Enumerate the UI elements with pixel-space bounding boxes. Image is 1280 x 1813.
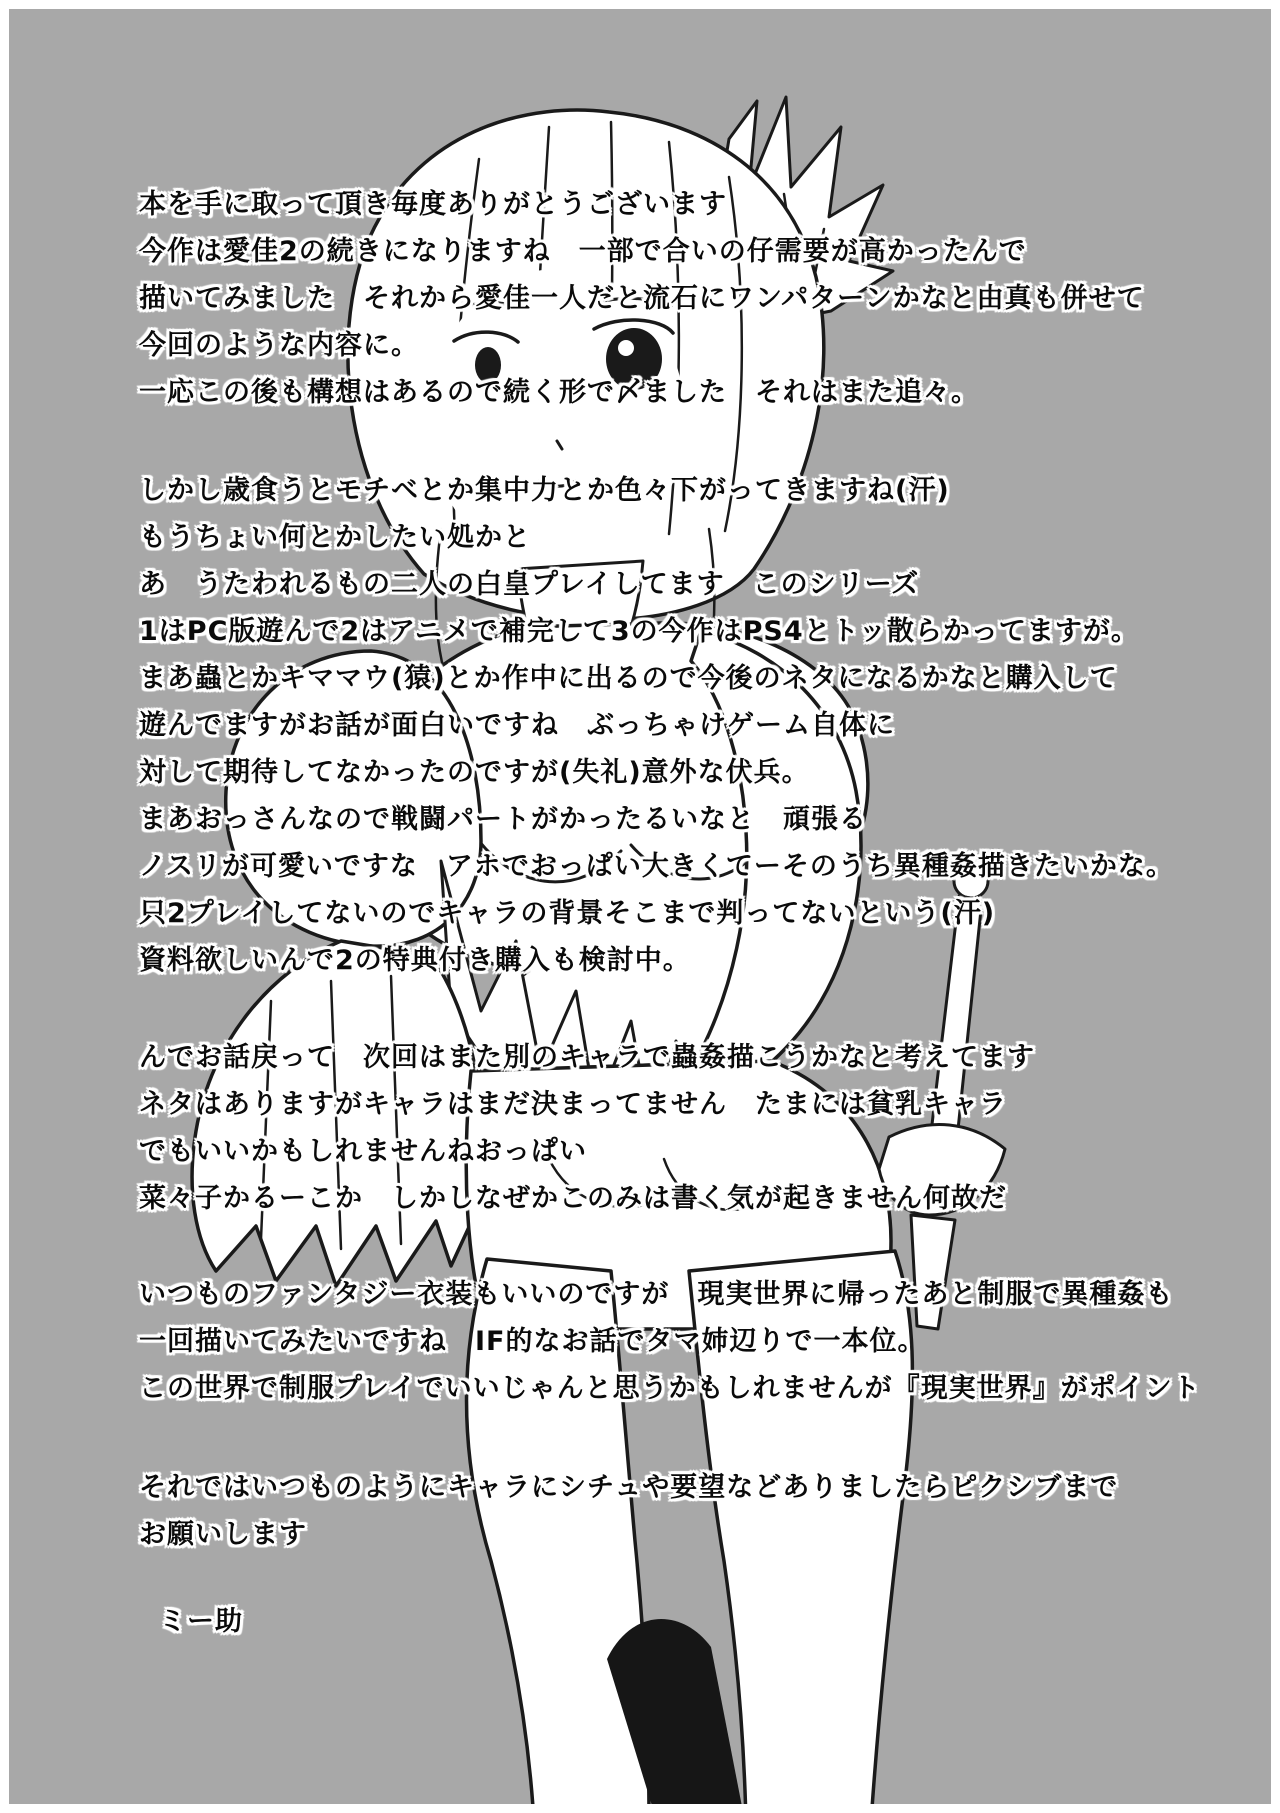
text-line: お願いします xyxy=(139,1519,307,1550)
text-line: 菜々子かるーこか しかしなぜかこのみは書く気が起きません何故だ xyxy=(139,1183,1007,1214)
text-line: それではいつものようにキャラにシチュや要望などありましたらピクシブまで xyxy=(139,1472,1119,1503)
afterword-paragraph-3 xyxy=(139,1034,1035,1222)
text-line: まあおっさんなので戦闘パートがかったるいなと 頑張る xyxy=(139,804,867,835)
text-line: 一応この後も構想はあるので続く形で〆ました それはまた追々。 xyxy=(139,377,979,408)
text-line: でもいいかもしれませんねおっぱい xyxy=(139,1136,587,1167)
text-line: あ うたわれるもの二人の白皇プレイしてます このシリーズ xyxy=(139,569,920,600)
text-line: 遊んでますがお話が面白いですね ぶっちゃけゲーム自体に xyxy=(139,710,895,741)
afterword-paragraph-1 xyxy=(139,181,1145,416)
text-line: いつものファンタジー衣装もいいのですが 現実世界に帰ったあと制服で異種姦も xyxy=(139,1279,1174,1310)
signature-text: ミー助 xyxy=(159,1606,243,1637)
afterword-paragraph-2 xyxy=(139,467,1174,984)
text-line: もうちょい何とかしたい処かと xyxy=(139,522,531,553)
text-line: 今回のような内容に。 xyxy=(139,330,419,361)
text-line: ネタはありますがキャラはまだ決まってません たまには貧乳キャラ xyxy=(139,1089,1007,1120)
text-line: 1はPC版遊んで2はアニメで補完して3の今作はPS4とトッ散らかってますが。 xyxy=(139,616,1139,647)
text-line: ノスリが可愛いですな アホでおっぱい大きくてーそのうち異種姦描きたいかな。 xyxy=(139,851,1174,882)
text-line: 今作は愛佳2の続きになりますね 一部で合いの仔需要が高かったんで xyxy=(139,236,1027,267)
text-line: 対して期待してなかったのですが(失礼)意外な伏兵。 xyxy=(139,757,810,788)
scanned-page xyxy=(9,9,1271,1804)
text-line: 一回描いてみたいですね IF的なお話でタマ姉辺りで一本位。 xyxy=(139,1326,926,1357)
text-line: この世界で制服プレイでいいじゃんと思うかもしれませんが『現実世界』がポイント xyxy=(139,1373,1201,1404)
author-signature xyxy=(159,1598,243,1645)
afterword-paragraph-5 xyxy=(139,1464,1118,1558)
text-line: しかし歳食うとモチベとか集中力とか色々下がってきますね(汗) xyxy=(139,475,950,506)
text-line: 本を手に取って頂き毎度ありがとうございます xyxy=(139,189,727,220)
text-line: 描いてみました それから愛佳一人だと流石にワンパターンかなと由真も併せて xyxy=(139,283,1145,314)
text-line: 只2プレイしてないのでキャラの背景そこまで判ってないという(汗) xyxy=(139,898,996,929)
afterword-paragraph-4 xyxy=(139,1271,1201,1412)
text-line: んでお話戻って 次回はまた別のキャラで蟲姦描こうかなと考えてます xyxy=(139,1042,1035,1073)
text-line: 資料欲しいんで2の特典付き購入も検討中。 xyxy=(139,945,691,976)
afterword-text xyxy=(9,9,1271,1804)
text-line: まあ蟲とかキママウ(猿)とか作中に出るので今後のネタになるかなと購入して xyxy=(139,663,1118,694)
